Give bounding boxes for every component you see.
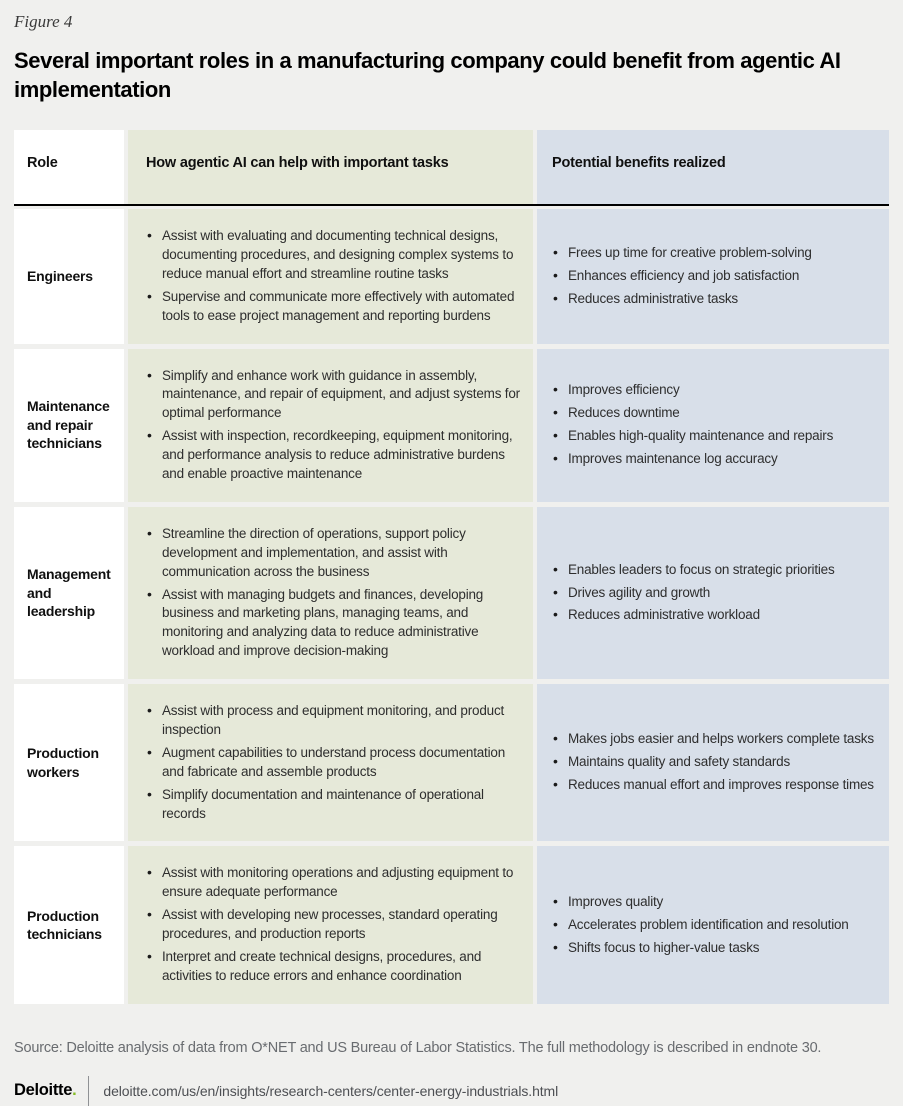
benefit-item: • Reduces downtime (552, 404, 833, 423)
benefit-item: • Reduces administrative tasks (552, 290, 812, 309)
footer-url: deloitte.com/us/en/insights/research-centers/center-energy-industrials.html (103, 1082, 559, 1099)
task-item: • Assist with monitoring operations and adjusting equipment to ensure adequate performance (146, 864, 523, 902)
benefits-list (552, 889, 849, 962)
footer-brand-row (14, 1076, 889, 1106)
table-row-tasks-cell (128, 684, 533, 841)
task-item: • Assist with inspection, recordkeeping, equipment monitoring, and performance analysis to reduce administrative burdens and enable proactive maintenance (146, 427, 523, 484)
benefit-item: • Maintains quality and safety standards (552, 753, 874, 772)
benefit-item: • Improves quality (552, 893, 849, 912)
deloitte-logo-text: Deloitte (14, 1081, 73, 1100)
benefit-item: • Shifts focus to higher-value tasks (552, 939, 849, 958)
role-label: Production technicians (27, 907, 102, 943)
task-item: • Assist with evaluating and documenting technical designs, documenting procedures, and designing complex systems to reduce manual effort and streamline routine tasks (146, 227, 523, 284)
task-item: • Assist with managing budgets and finances, developing business and marketing plans, managing teams, and monitoring and analyzing data to reduce administrative workload and improve decision-making (146, 586, 523, 662)
role-label: Production workers (27, 745, 99, 780)
task-item: • Supervise and communicate more effectively with automated tools to ease project management and reporting burdens (146, 288, 523, 326)
benefits-list (552, 377, 833, 473)
benefit-item: • Drives agility and growth (552, 584, 835, 603)
column-header-benefits (537, 130, 889, 204)
deloitte-logo (14, 1081, 76, 1100)
table-row-role-cell (14, 209, 124, 343)
task-item: • Streamline the direction of operations, support policy development and implementation, and assist with communication across the business (146, 525, 523, 582)
table-row-benefits-cell (537, 349, 889, 502)
column-header-label: Role (27, 155, 58, 172)
benefit-item: • Enables high-quality maintenance and repairs (552, 427, 833, 446)
table-row-role-cell (14, 846, 124, 1003)
role-label: Engineers (27, 268, 93, 285)
benefit-item: • Reduces administrative workload (552, 606, 835, 625)
benefits-list (552, 240, 812, 313)
benefit-item: • Frees up time for creative problem-solving (552, 244, 812, 263)
source-note: Source: Deloitte analysis of data from O*NET and US Bureau of Labor Statistics. The full methodology is described in endnote 30. (14, 1039, 822, 1056)
table-row-tasks-cell (128, 507, 533, 679)
header-divider-rule (14, 204, 889, 206)
benefit-item: • Enables leaders to focus on strategic priorities (552, 561, 835, 580)
table-row-benefits-cell (537, 209, 889, 343)
table-row-benefits-cell (537, 684, 889, 841)
table-body (14, 209, 889, 1004)
deloitte-logo-green-dot: . (72, 1081, 77, 1100)
task-item: • Augment capabilities to understand process documentation and fabricate and assemble products (146, 744, 523, 782)
tasks-list (146, 521, 523, 665)
table-row-role-cell (14, 349, 124, 502)
benefits-list (552, 557, 835, 630)
column-header-role (14, 130, 124, 204)
table-row-tasks-cell (128, 209, 533, 343)
table-row-role-cell (14, 684, 124, 841)
tasks-list (146, 363, 523, 488)
table-header (14, 130, 889, 204)
benefit-item: • Reduces manual effort and improves response times (552, 776, 874, 795)
task-item: • Assist with process and equipment monitoring, and product inspection (146, 702, 523, 740)
benefit-item: • Improves efficiency (552, 381, 833, 400)
task-item: • Interpret and create technical designs, procedures, and activities to reduce errors and enhance coordination (146, 948, 523, 986)
footer-divider (88, 1076, 89, 1106)
benefit-item: • Enhances efficiency and job satisfaction (552, 267, 812, 286)
page-title: Several important roles in a manufacturing company could benefit from agentic AI implementation (14, 48, 841, 103)
tasks-list (146, 223, 523, 329)
benefit-item: • Makes jobs easier and helps workers complete tasks (552, 730, 874, 749)
column-header-tasks (128, 130, 533, 204)
table-row-benefits-cell (537, 507, 889, 679)
figure-label: Figure 4 (14, 12, 73, 31)
task-item: • Simplify documentation and maintenance of operational records (146, 786, 523, 824)
column-header-label: How agentic AI can help with important tasks (146, 155, 449, 172)
table-row-role-cell (14, 507, 124, 679)
role-label: Management and leadership (27, 566, 111, 620)
column-header-label: Potential benefits realized (552, 155, 726, 172)
benefits-list (552, 726, 874, 799)
table-row-tasks-cell (128, 846, 533, 1003)
table-row-tasks-cell (128, 349, 533, 502)
role-label: Maintenance and repair technicians (27, 398, 110, 452)
task-item: • Assist with developing new processes, standard operating procedures, and production reports (146, 906, 523, 944)
benefit-item: • Improves maintenance log accuracy (552, 450, 833, 469)
table-row-benefits-cell (537, 846, 889, 1003)
tasks-list (146, 860, 523, 989)
benefit-item: • Accelerates problem identification and resolution (552, 916, 849, 935)
tasks-list (146, 698, 523, 827)
task-item: • Simplify and enhance work with guidance in assembly, maintenance, and repair of equipment, and adjust systems for optimal performance (146, 367, 523, 424)
